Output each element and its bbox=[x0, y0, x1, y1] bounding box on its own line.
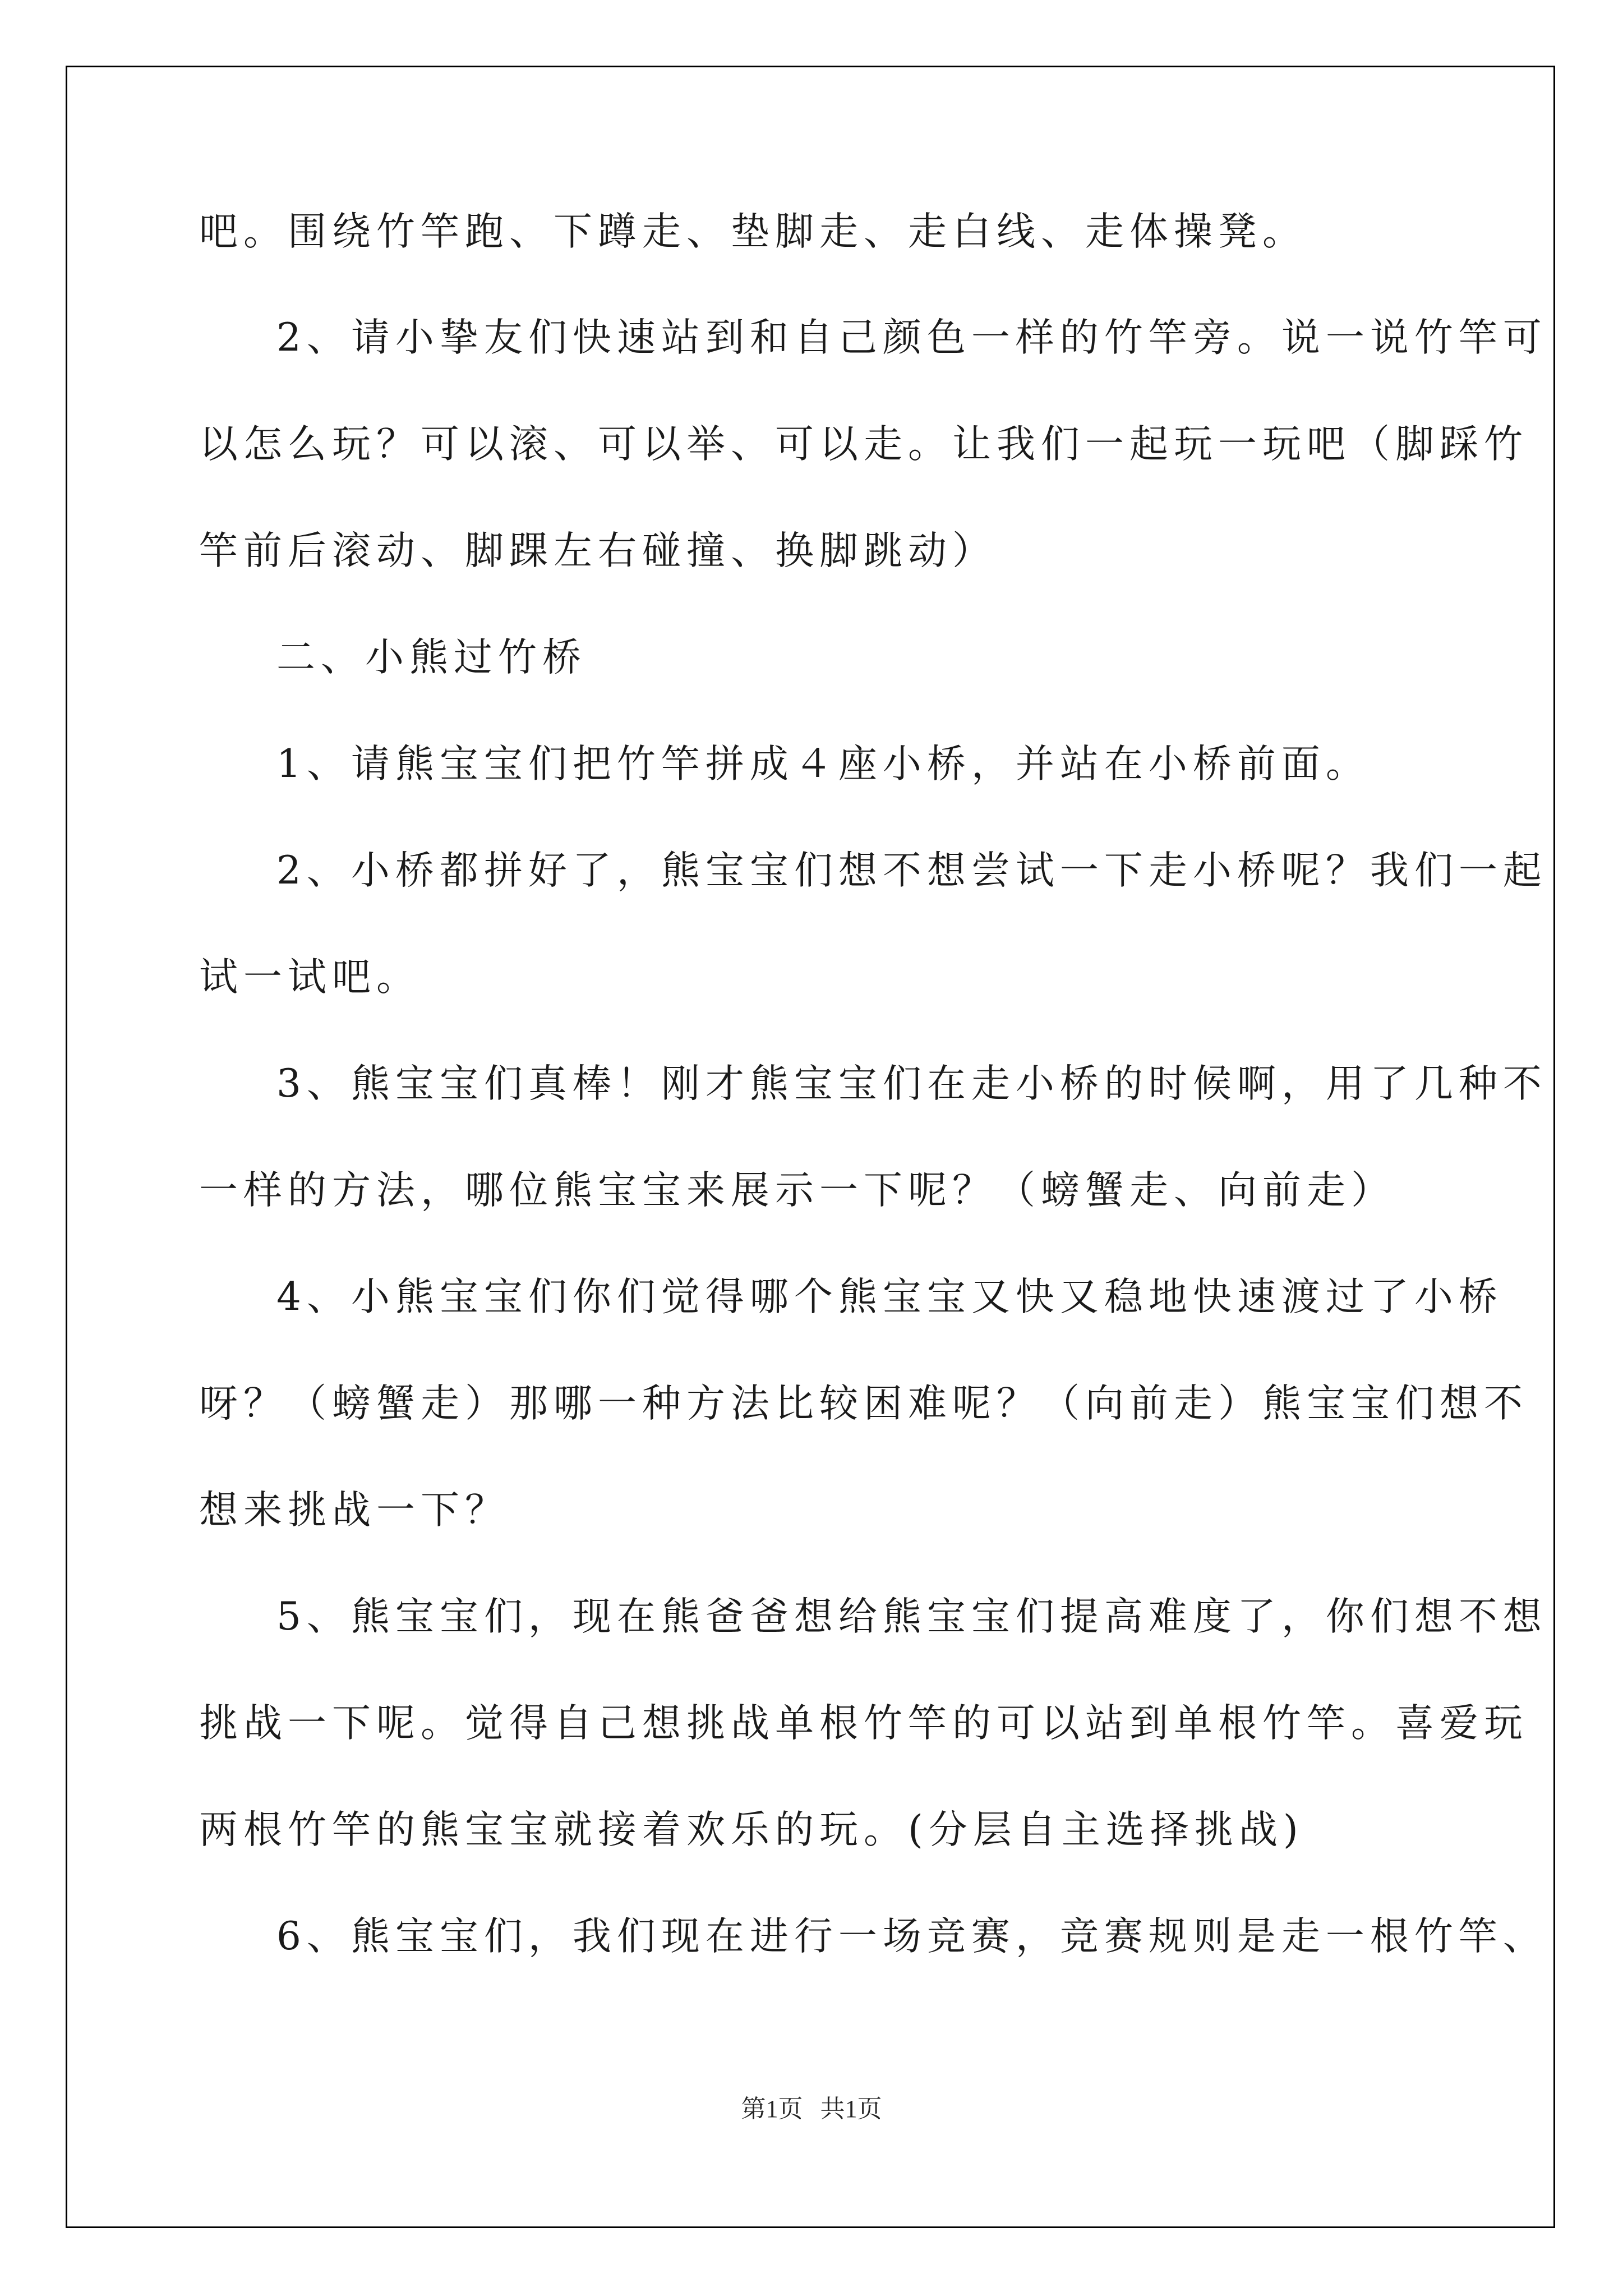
page-number: 第1页 bbox=[741, 2095, 803, 2123]
text-line: 1、请熊宝宝们把竹竿拼成４座小桥，并站在小桥前面。 bbox=[276, 742, 1370, 786]
page-border bbox=[66, 66, 1555, 2228]
page-footer bbox=[0, 2095, 1623, 2123]
text-line: 挑战一下呢。觉得自己想挑战单根竹竿的可以站到单根竹竿。喜爱玩 bbox=[199, 1701, 1528, 1746]
text-line: 试一试吧。 bbox=[199, 955, 421, 1000]
text-line: 吧。围绕竹竿跑、下蹲走、垫脚走、走白线、走体操凳。 bbox=[199, 209, 1307, 254]
text-line: 两根竹竿的熊宝宝就接着欢乐的玩。(分层自主选择挑战) bbox=[199, 1807, 1304, 1852]
text-line: 2、小桥都拼好了，熊宝宝们想不想尝试一下走小桥呢？我们一起 bbox=[276, 848, 1547, 893]
page-total: 共1页 bbox=[820, 2095, 882, 2123]
text-line: 6、熊宝宝们，我们现在进行一场竞赛，竞赛规则是走一根竹竿、 bbox=[276, 1914, 1547, 1959]
text-line: 想来挑战一下？ bbox=[199, 1488, 509, 1533]
text-line: 竿前后滚动、脚踝左右碰撞、换脚跳动） bbox=[199, 528, 997, 573]
text-line: 呀？（螃蟹走）那哪一种方法比较困难呢？（向前走）熊宝宝们想不 bbox=[199, 1381, 1528, 1426]
text-line: 5、熊宝宝们，现在熊爸爸想给熊宝宝们提高难度了，你们想不想 bbox=[276, 1594, 1547, 1639]
text-line: 以怎么玩？可以滚、可以举、可以走。让我们一起玩一玩吧（脚踩竹 bbox=[199, 422, 1528, 467]
section-heading: 二、小熊过竹桥 bbox=[276, 635, 587, 680]
text-line: 2、请小挚友们快速站到和自己颜色一样的竹竿旁。说一说竹竿可 bbox=[276, 315, 1547, 360]
text-line: 4、小熊宝宝们你们觉得哪个熊宝宝又快又稳地快速渡过了小桥 bbox=[276, 1274, 1503, 1319]
text-line: 3、熊宝宝们真棒！刚才熊宝宝们在走小桥的时候啊，用了几种不 bbox=[276, 1061, 1547, 1106]
text-line: 一样的方法，哪位熊宝宝来展示一下呢？（螃蟹走、向前走） bbox=[199, 1168, 1395, 1213]
